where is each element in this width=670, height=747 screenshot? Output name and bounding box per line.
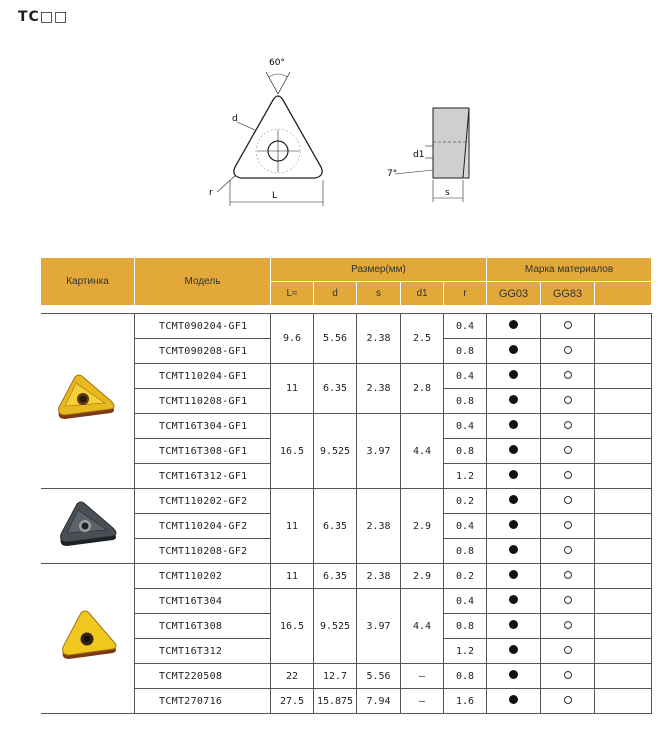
value-cell: 0.4 xyxy=(444,364,487,389)
value-cell: 9.525 xyxy=(314,414,357,489)
page-title: TC□□ xyxy=(18,9,69,25)
available-dot-icon xyxy=(509,520,518,529)
grade-cell xyxy=(487,614,541,639)
angle-60-label: 60° xyxy=(269,58,285,68)
available-dot-icon xyxy=(509,620,518,629)
model-cell: TCMT16T304-GF1 xyxy=(135,414,271,439)
value-cell: 5.56 xyxy=(314,314,357,364)
table-row xyxy=(41,489,652,514)
model-cell: TCMT110202-GF2 xyxy=(135,489,271,514)
value-cell: 11 xyxy=(271,489,314,564)
col-grade-header: Марка материалов xyxy=(487,258,652,282)
available-dot-icon xyxy=(509,470,518,479)
model-cell: TCMT090204-GF1 xyxy=(135,314,271,339)
grade-cell xyxy=(541,339,595,364)
col-size-header: Размер(мм) xyxy=(271,258,487,282)
available-dot-icon xyxy=(509,345,518,354)
value-cell: 22 xyxy=(271,664,314,689)
available-dot-icon xyxy=(509,320,518,329)
col-model-header: Модель xyxy=(135,258,271,306)
table-row xyxy=(41,564,652,589)
available-dot-icon xyxy=(509,670,518,679)
value-cell: 16.5 xyxy=(271,589,314,664)
grade-cell xyxy=(595,614,652,639)
grade-cell xyxy=(595,689,652,714)
grade-cell xyxy=(595,439,652,464)
grade-cell xyxy=(595,414,652,439)
grade-cell xyxy=(487,539,541,564)
optional-ring-icon xyxy=(564,396,572,404)
optional-ring-icon xyxy=(564,521,572,529)
grade-cell xyxy=(487,464,541,489)
value-cell: 11 xyxy=(271,564,314,589)
grade-cell xyxy=(595,564,652,589)
grade-cell xyxy=(541,414,595,439)
grade-cell xyxy=(595,539,652,564)
value-cell: 2.38 xyxy=(357,489,401,564)
model-cell: TCMT110204-GF2 xyxy=(135,514,271,539)
value-cell: 3.97 xyxy=(357,414,401,489)
optional-ring-icon xyxy=(564,546,572,554)
col-d-header: d xyxy=(314,282,357,306)
optional-ring-icon xyxy=(564,696,572,704)
value-cell: 0.4 xyxy=(444,589,487,614)
grade-cell xyxy=(595,314,652,339)
model-cell: TCMT270716 xyxy=(135,689,271,714)
grade-cell xyxy=(487,514,541,539)
value-cell: 1.2 xyxy=(444,639,487,664)
model-cell: TCMT16T304 xyxy=(135,589,271,614)
value-cell: 0.8 xyxy=(444,664,487,689)
grade-cell xyxy=(595,589,652,614)
value-cell: 12.7 xyxy=(314,664,357,689)
gold-insert-plain-image xyxy=(41,564,135,714)
grade-cell xyxy=(595,464,652,489)
col-s-header: s xyxy=(357,282,401,306)
available-dot-icon xyxy=(509,395,518,404)
value-cell: – xyxy=(401,664,444,689)
r-label: r xyxy=(209,188,213,198)
value-cell: 6.35 xyxy=(314,489,357,564)
grade-cell xyxy=(595,639,652,664)
optional-ring-icon xyxy=(564,571,572,579)
grade-cell xyxy=(541,564,595,589)
available-dot-icon xyxy=(509,695,518,704)
value-cell: 2.8 xyxy=(401,364,444,414)
grade-cell xyxy=(541,689,595,714)
optional-ring-icon xyxy=(564,471,572,479)
value-cell: 0.4 xyxy=(444,514,487,539)
col-gg03-header: GG03 xyxy=(487,282,541,306)
model-cell: TCMT220508 xyxy=(135,664,271,689)
value-cell: 3.97 xyxy=(357,589,401,664)
col-r-header: r xyxy=(444,282,487,306)
grade-cell xyxy=(541,589,595,614)
available-dot-icon xyxy=(509,370,518,379)
model-cell: TCMT110208-GF2 xyxy=(135,539,271,564)
dark-insert-image xyxy=(41,489,135,564)
optional-ring-icon xyxy=(564,421,572,429)
value-cell: 2.38 xyxy=(357,564,401,589)
value-cell: 4.4 xyxy=(401,589,444,664)
value-cell: 1.6 xyxy=(444,689,487,714)
model-cell: TCMT16T312-GF1 xyxy=(135,464,271,489)
grade-cell xyxy=(487,489,541,514)
available-dot-icon xyxy=(509,645,518,654)
value-cell: 2.5 xyxy=(401,314,444,364)
grade-cell xyxy=(541,614,595,639)
available-dot-icon xyxy=(509,570,518,579)
value-cell: 9.6 xyxy=(271,314,314,364)
grade-cell xyxy=(541,539,595,564)
value-cell: 9.525 xyxy=(314,589,357,664)
optional-ring-icon xyxy=(564,621,572,629)
grade-cell xyxy=(487,689,541,714)
insert-spec-table xyxy=(40,257,652,714)
s-label: s xyxy=(445,188,450,198)
col-d1-header: d1 xyxy=(401,282,444,306)
value-cell: 6.35 xyxy=(314,364,357,414)
value-cell: 0.2 xyxy=(444,489,487,514)
model-cell: TCMT090208-GF1 xyxy=(135,339,271,364)
col-picture-header: Картинка xyxy=(41,258,135,306)
gold-insert-chipbreaker-image xyxy=(41,314,135,489)
grade-cell xyxy=(541,464,595,489)
model-cell: TCMT110202 xyxy=(135,564,271,589)
grade-cell xyxy=(487,314,541,339)
optional-ring-icon xyxy=(564,646,572,654)
value-cell: 2.9 xyxy=(401,564,444,589)
col-L-header: L≈ xyxy=(271,282,314,306)
available-dot-icon xyxy=(509,420,518,429)
grade-cell xyxy=(487,414,541,439)
grade-cell xyxy=(487,564,541,589)
value-cell: 15.875 xyxy=(314,689,357,714)
optional-ring-icon xyxy=(564,671,572,679)
grade-cell xyxy=(541,439,595,464)
grade-cell xyxy=(487,339,541,364)
model-cell: TCMT16T308-GF1 xyxy=(135,439,271,464)
value-cell: 0.8 xyxy=(444,439,487,464)
value-cell: 27.5 xyxy=(271,689,314,714)
grade-cell xyxy=(487,664,541,689)
model-cell: TCMT16T312 xyxy=(135,639,271,664)
grade-cell xyxy=(595,664,652,689)
value-cell: 0.8 xyxy=(444,389,487,414)
grade-cell xyxy=(541,389,595,414)
L-label: L xyxy=(272,191,278,201)
model-cell: TCMT110204-GF1 xyxy=(135,364,271,389)
d1-label: d1 xyxy=(413,150,425,160)
grade-cell xyxy=(487,589,541,614)
grade-cell xyxy=(487,639,541,664)
insert-technical-drawing xyxy=(195,50,485,210)
value-cell: 6.35 xyxy=(314,564,357,589)
value-cell: 2.9 xyxy=(401,489,444,564)
optional-ring-icon xyxy=(564,446,572,454)
available-dot-icon xyxy=(509,545,518,554)
available-dot-icon xyxy=(509,495,518,504)
value-cell: 11 xyxy=(271,364,314,414)
relief-angle-label: 7° xyxy=(387,169,398,179)
col-empty-header xyxy=(595,282,652,306)
value-cell: 1.2 xyxy=(444,464,487,489)
grade-cell xyxy=(541,489,595,514)
grade-cell xyxy=(595,389,652,414)
available-dot-icon xyxy=(509,445,518,454)
optional-ring-icon xyxy=(564,371,572,379)
grade-cell xyxy=(541,639,595,664)
grade-cell xyxy=(487,364,541,389)
model-cell: TCMT110208-GF1 xyxy=(135,389,271,414)
optional-ring-icon xyxy=(564,496,572,504)
value-cell: 0.2 xyxy=(444,564,487,589)
grade-cell xyxy=(595,339,652,364)
optional-ring-icon xyxy=(564,596,572,604)
value-cell: 0.8 xyxy=(444,614,487,639)
grade-cell xyxy=(541,314,595,339)
d-label: d xyxy=(232,114,238,124)
grade-cell xyxy=(541,664,595,689)
value-cell: 2.38 xyxy=(357,314,401,364)
value-cell: 0.8 xyxy=(444,539,487,564)
grade-cell xyxy=(487,439,541,464)
available-dot-icon xyxy=(509,595,518,604)
value-cell: 0.8 xyxy=(444,339,487,364)
value-cell: 4.4 xyxy=(401,414,444,489)
grade-cell xyxy=(595,364,652,389)
col-gg83-header: GG83 xyxy=(541,282,595,306)
value-cell: 0.4 xyxy=(444,414,487,439)
value-cell: 16.5 xyxy=(271,414,314,489)
grade-cell xyxy=(541,514,595,539)
optional-ring-icon xyxy=(564,321,572,329)
grade-cell xyxy=(595,514,652,539)
table-row xyxy=(41,314,652,339)
value-cell: 0.4 xyxy=(444,314,487,339)
grade-cell xyxy=(541,364,595,389)
value-cell: 7.94 xyxy=(357,689,401,714)
grade-cell xyxy=(41,306,652,314)
grade-cell xyxy=(487,389,541,414)
value-cell: 2.38 xyxy=(357,364,401,414)
optional-ring-icon xyxy=(564,346,572,354)
value-cell: 5.56 xyxy=(357,664,401,689)
grade-cell xyxy=(595,489,652,514)
model-cell: TCMT16T308 xyxy=(135,614,271,639)
value-cell: – xyxy=(401,689,444,714)
